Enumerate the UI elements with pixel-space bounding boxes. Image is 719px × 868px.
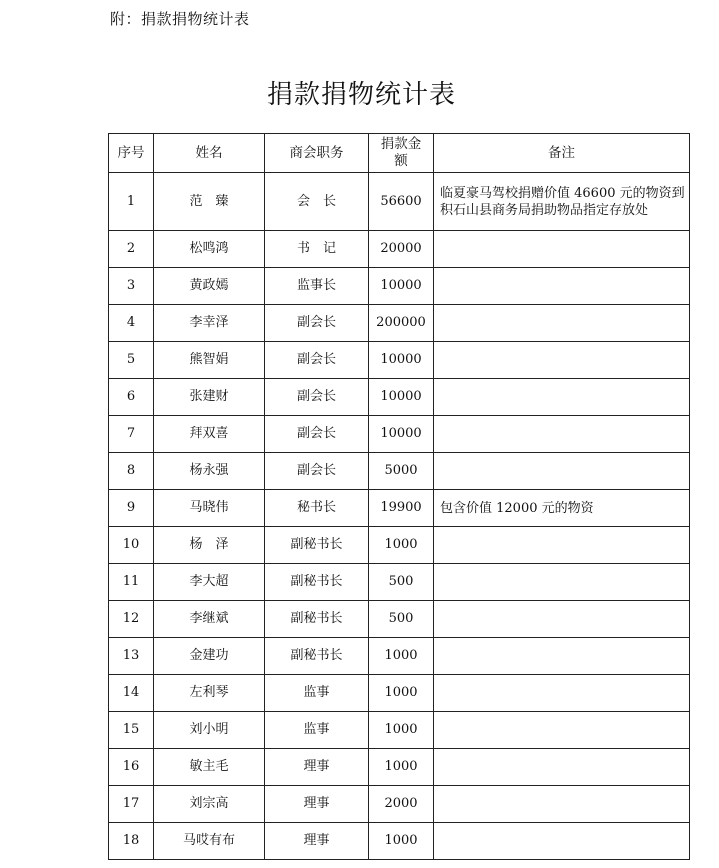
- cell-note: [434, 268, 690, 305]
- cell-position: 副会长: [265, 379, 369, 416]
- cell-position: 监事: [265, 712, 369, 749]
- page-title: 捐款捐物统计表: [266, 80, 456, 110]
- cell-name: 熊智娟: [154, 342, 265, 379]
- cell-position: 副会长: [265, 342, 369, 379]
- cell-note: [434, 823, 690, 860]
- cell-name: 左利琴: [154, 675, 265, 712]
- cell-name: 马哎有布: [154, 823, 265, 860]
- cell-note: [434, 601, 690, 638]
- cell-position: 理事: [265, 786, 369, 823]
- cell-amount: 200000: [369, 305, 434, 342]
- cell-amount: 1000: [369, 823, 434, 860]
- cell-index: 11: [109, 564, 154, 601]
- cell-index: 13: [109, 638, 154, 675]
- cell-note: [434, 231, 690, 268]
- cell-name: 杨 泽: [154, 527, 265, 564]
- cell-amount: 1000: [369, 527, 434, 564]
- cell-note: [434, 416, 690, 453]
- cell-position: 副秘书长: [265, 564, 369, 601]
- cell-amount: 20000: [369, 231, 434, 268]
- cell-note: [434, 379, 690, 416]
- table-row: [109, 527, 690, 564]
- cell-index: 3: [109, 268, 154, 305]
- cell-note: [434, 564, 690, 601]
- cell-position: 理事: [265, 823, 369, 860]
- cell-note: [434, 305, 690, 342]
- cell-note: [434, 786, 690, 823]
- cell-name: 张建财: [154, 379, 265, 416]
- cell-position: 书 记: [265, 231, 369, 268]
- table-row: [109, 749, 690, 786]
- cell-index: 14: [109, 675, 154, 712]
- cell-name: 黄政嫣: [154, 268, 265, 305]
- cell-note: [434, 675, 690, 712]
- table-row: [109, 416, 690, 453]
- header-index: 序号: [109, 134, 154, 173]
- header-name: 姓名: [154, 134, 265, 173]
- table-row: [109, 786, 690, 823]
- cell-name: 敏主毛: [154, 749, 265, 786]
- cell-position: 监事: [265, 675, 369, 712]
- cell-name: 马晓伟: [154, 490, 265, 527]
- cell-index: 6: [109, 379, 154, 416]
- table-row: [109, 453, 690, 490]
- donation-table: [108, 133, 690, 860]
- table-row: [109, 638, 690, 675]
- cell-position: 副秘书长: [265, 601, 369, 638]
- attachment-label: 附：捐款捐物统计表: [110, 10, 250, 28]
- cell-index: 7: [109, 416, 154, 453]
- cell-index: 16: [109, 749, 154, 786]
- cell-amount: 10000: [369, 379, 434, 416]
- cell-note: 包含价值 12000 元的物资: [434, 490, 690, 527]
- cell-note: [434, 749, 690, 786]
- cell-index: 4: [109, 305, 154, 342]
- table-row: [109, 490, 690, 527]
- cell-position: 监事长: [265, 268, 369, 305]
- cell-name: 杨永强: [154, 453, 265, 490]
- cell-index: 2: [109, 231, 154, 268]
- cell-name: 刘宗高: [154, 786, 265, 823]
- cell-name: 李继斌: [154, 601, 265, 638]
- table-row: [109, 173, 690, 231]
- cell-amount: 500: [369, 564, 434, 601]
- cell-amount: 1000: [369, 675, 434, 712]
- cell-name: 金建功: [154, 638, 265, 675]
- cell-note: 临夏豪马驾校捐赠价值 46600 元的物资到积石山县商务局捐助物品指定存放处: [434, 173, 690, 231]
- cell-index: 1: [109, 173, 154, 231]
- cell-amount: 1000: [369, 749, 434, 786]
- cell-index: 18: [109, 823, 154, 860]
- table-row: [109, 823, 690, 860]
- cell-amount: 5000: [369, 453, 434, 490]
- table-row: [109, 675, 690, 712]
- cell-index: 10: [109, 527, 154, 564]
- header-amount: 捐款金额: [369, 134, 434, 173]
- cell-name: 刘小明: [154, 712, 265, 749]
- cell-amount: 10000: [369, 342, 434, 379]
- table-row: [109, 379, 690, 416]
- cell-note: [434, 453, 690, 490]
- cell-amount: 10000: [369, 268, 434, 305]
- cell-amount: 1000: [369, 712, 434, 749]
- cell-position: 理事: [265, 749, 369, 786]
- cell-index: 12: [109, 601, 154, 638]
- table-row: [109, 342, 690, 379]
- cell-position: 副会长: [265, 416, 369, 453]
- cell-position: 副会长: [265, 453, 369, 490]
- cell-position: 副秘书长: [265, 527, 369, 564]
- cell-position: 副会长: [265, 305, 369, 342]
- table-row: [109, 231, 690, 268]
- cell-amount: 56600: [369, 173, 434, 231]
- table-row: [109, 268, 690, 305]
- cell-name: 李大超: [154, 564, 265, 601]
- cell-amount: 2000: [369, 786, 434, 823]
- table-row: [109, 712, 690, 749]
- cell-index: 17: [109, 786, 154, 823]
- cell-position: 会 长: [265, 173, 369, 231]
- table-row: [109, 564, 690, 601]
- table-body: [109, 173, 690, 860]
- cell-note: [434, 527, 690, 564]
- cell-amount: 19900: [369, 490, 434, 527]
- cell-amount: 500: [369, 601, 434, 638]
- cell-amount: 1000: [369, 638, 434, 675]
- cell-amount: 10000: [369, 416, 434, 453]
- header-position: 商会职务: [265, 134, 369, 173]
- cell-note: [434, 638, 690, 675]
- cell-note: [434, 342, 690, 379]
- cell-note: [434, 712, 690, 749]
- table-row: [109, 601, 690, 638]
- header-note: 备注: [434, 134, 690, 173]
- cell-name: 范 臻: [154, 173, 265, 231]
- cell-position: 副秘书长: [265, 638, 369, 675]
- table-header-row: [109, 134, 690, 173]
- cell-index: 5: [109, 342, 154, 379]
- cell-position: 秘书长: [265, 490, 369, 527]
- cell-index: 15: [109, 712, 154, 749]
- cell-index: 8: [109, 453, 154, 490]
- cell-name: 松鸣鸿: [154, 231, 265, 268]
- cell-name: 李幸泽: [154, 305, 265, 342]
- cell-index: 9: [109, 490, 154, 527]
- cell-name: 拜双喜: [154, 416, 265, 453]
- table-row: [109, 305, 690, 342]
